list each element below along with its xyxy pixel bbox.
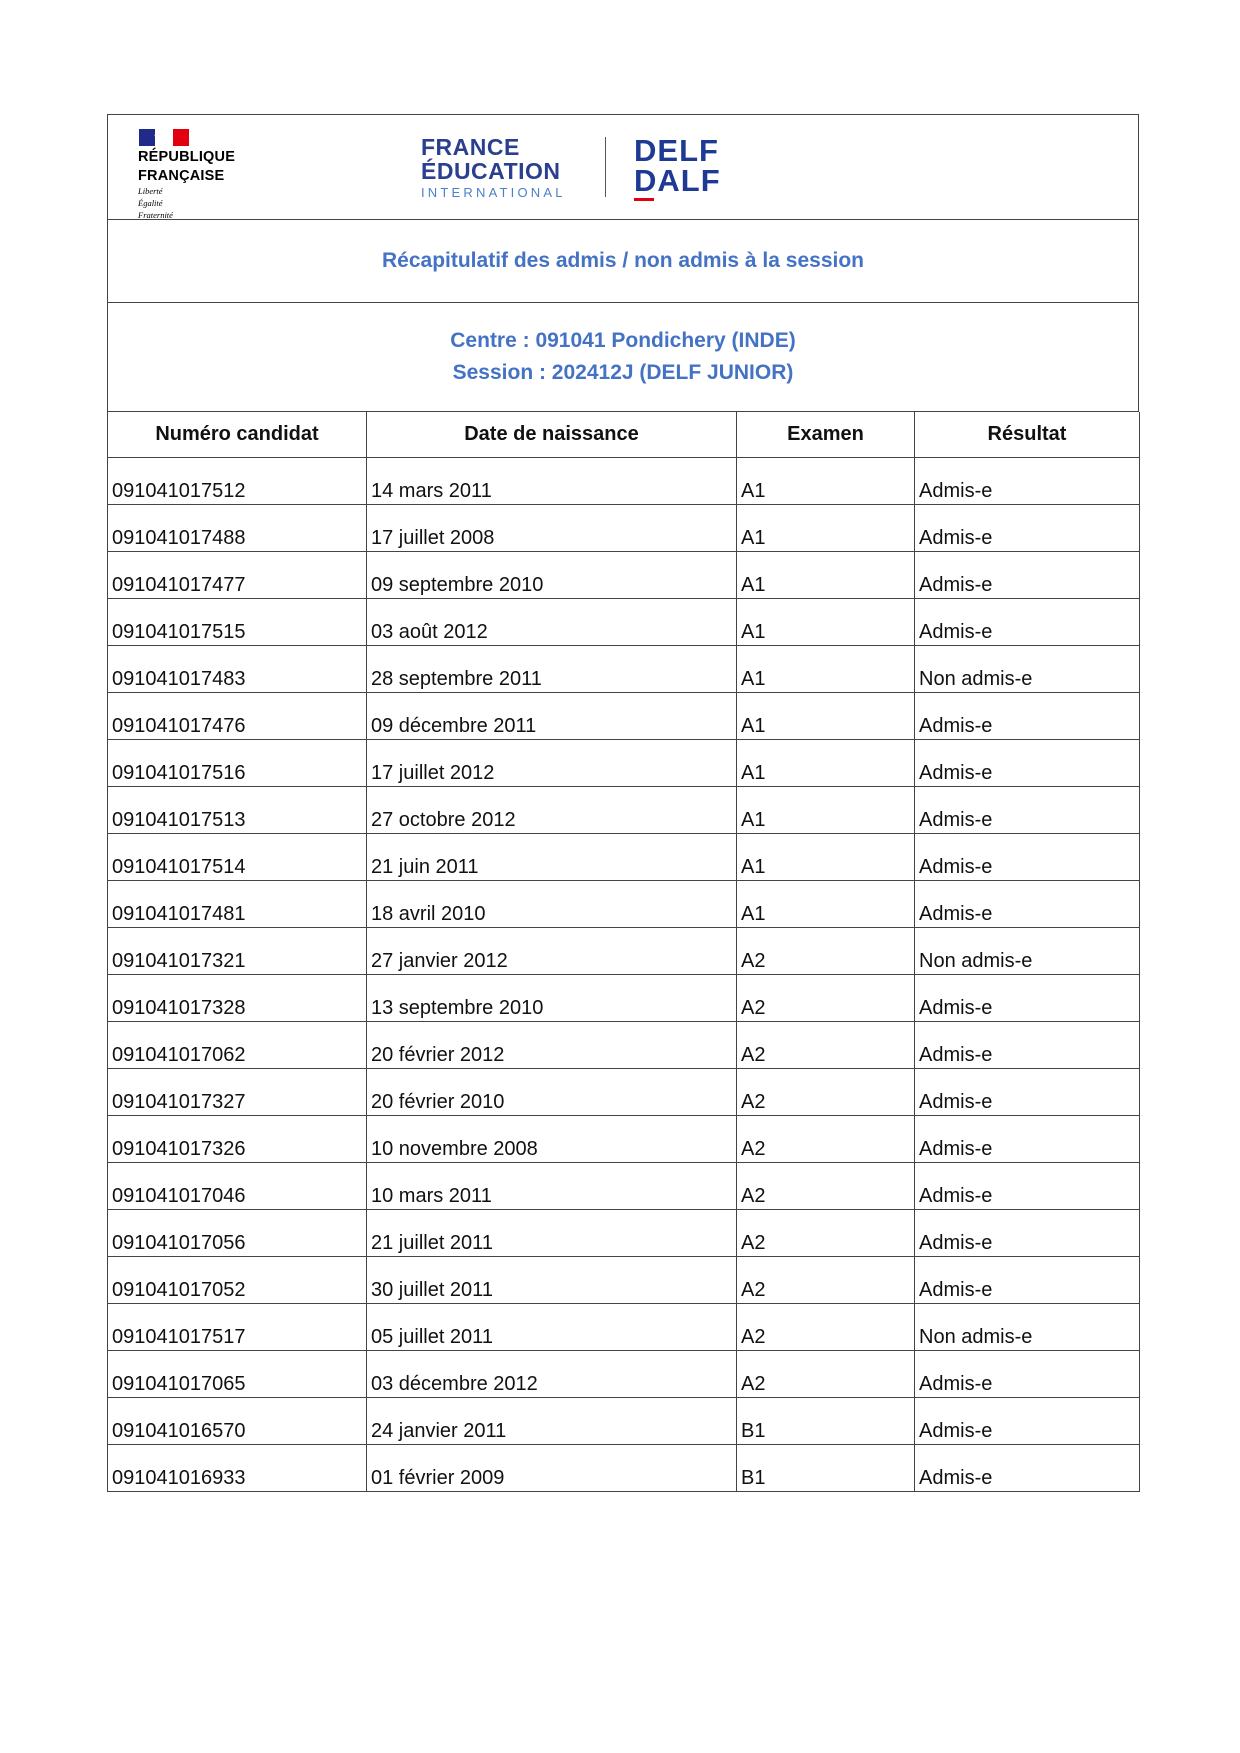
birth-date-cell: 21 juillet 2011 xyxy=(367,1210,737,1257)
page-title: Récapitulatif des admis / non admis à la session xyxy=(382,249,864,272)
result-cell: Admis-e xyxy=(915,1398,1140,1445)
table-row xyxy=(108,1210,1140,1257)
birth-date-cell: 01 février 2009 xyxy=(367,1445,737,1492)
candidate-number-cell: 091041017328 xyxy=(108,975,367,1022)
table-row xyxy=(108,928,1140,975)
result-cell: Admis-e xyxy=(915,834,1140,881)
result-cell: Admis-e xyxy=(915,787,1140,834)
table-row xyxy=(108,787,1140,834)
table-row xyxy=(108,740,1140,787)
delf-dalf-logo xyxy=(634,133,721,201)
rf-name-line1: RÉPUBLIQUE xyxy=(138,149,236,165)
title-section xyxy=(107,220,1139,303)
birth-date-cell: 14 mars 2011 xyxy=(367,458,737,505)
rf-motto-liberte: Liberté xyxy=(138,186,163,196)
exam-cell: A2 xyxy=(737,1116,915,1163)
table-row xyxy=(108,1257,1140,1304)
exam-cell: A2 xyxy=(737,975,915,1022)
exam-cell: A2 xyxy=(737,1210,915,1257)
exam-cell: A2 xyxy=(737,1022,915,1069)
france-education-international-logo xyxy=(421,135,761,201)
exam-cell: A2 xyxy=(737,1304,915,1351)
result-cell: Admis-e xyxy=(915,881,1140,928)
birth-date-cell: 03 décembre 2012 xyxy=(367,1351,737,1398)
table-row xyxy=(108,505,1140,552)
candidate-number-cell: 091041017514 xyxy=(108,834,367,881)
birth-date-cell: 17 juillet 2008 xyxy=(367,505,737,552)
birth-date-cell: 10 mars 2011 xyxy=(367,1163,737,1210)
exam-cell: A2 xyxy=(737,1163,915,1210)
table-row xyxy=(108,975,1140,1022)
candidate-number-cell: 091041017326 xyxy=(108,1116,367,1163)
result-cell: Admis-e xyxy=(915,1069,1140,1116)
table-row xyxy=(108,1445,1140,1492)
rf-name-line2: FRANÇAISE xyxy=(138,168,225,184)
exam-cell: A1 xyxy=(737,787,915,834)
result-cell: Admis-e xyxy=(915,1116,1140,1163)
exam-cell: A1 xyxy=(737,552,915,599)
candidate-number-cell: 091041017517 xyxy=(108,1304,367,1351)
birth-date-cell: 13 septembre 2010 xyxy=(367,975,737,1022)
birth-date-cell: 20 février 2012 xyxy=(367,1022,737,1069)
candidate-number-cell: 091041017481 xyxy=(108,881,367,928)
result-cell: Admis-e xyxy=(915,1257,1140,1304)
exam-cell: A1 xyxy=(737,881,915,928)
birth-date-cell: 17 juillet 2012 xyxy=(367,740,737,787)
candidate-number-cell: 091041016570 xyxy=(108,1398,367,1445)
table-row xyxy=(108,458,1140,505)
dalf-text: DALF xyxy=(634,163,721,198)
result-cell: Non admis-e xyxy=(915,928,1140,975)
candidate-number-cell: 091041017065 xyxy=(108,1351,367,1398)
exam-cell: A2 xyxy=(737,1257,915,1304)
result-cell: Admis-e xyxy=(915,975,1140,1022)
exam-cell: B1 xyxy=(737,1398,915,1445)
exam-cell: A2 xyxy=(737,1069,915,1116)
column-header-result: Résultat xyxy=(915,412,1140,458)
candidate-number-cell: 091041017052 xyxy=(108,1257,367,1304)
exam-cell: A1 xyxy=(737,693,915,740)
birth-date-cell: 30 juillet 2011 xyxy=(367,1257,737,1304)
fei-line-france: FRANCE xyxy=(421,134,520,160)
result-cell: Non admis-e xyxy=(915,646,1140,693)
result-cell: Admis-e xyxy=(915,552,1140,599)
candidate-number-cell: 091041017488 xyxy=(108,505,367,552)
birth-date-cell: 03 août 2012 xyxy=(367,599,737,646)
republique-francaise-logo xyxy=(138,129,268,220)
result-cell: Admis-e xyxy=(915,458,1140,505)
rf-motto-fraternite: Fraternité xyxy=(138,210,173,220)
fei-line-education: ÉDUCATION xyxy=(421,158,561,184)
delf-text: DELF xyxy=(634,133,719,168)
result-cell: Admis-e xyxy=(915,1445,1140,1492)
column-header-exam: Examen xyxy=(737,412,915,458)
table-row xyxy=(108,834,1140,881)
exam-cell: B1 xyxy=(737,1445,915,1492)
birth-date-cell: 09 septembre 2010 xyxy=(367,552,737,599)
birth-date-cell: 21 juin 2011 xyxy=(367,834,737,881)
birth-date-cell: 09 décembre 2011 xyxy=(367,693,737,740)
exam-cell: A1 xyxy=(737,834,915,881)
result-cell: Admis-e xyxy=(915,1351,1140,1398)
result-cell: Admis-e xyxy=(915,740,1140,787)
exam-cell: A1 xyxy=(737,458,915,505)
column-header-candidate-number: Numéro candidat xyxy=(108,412,367,458)
birth-date-cell: 24 janvier 2011 xyxy=(367,1398,737,1445)
table-row xyxy=(108,881,1140,928)
candidate-number-cell: 091041017483 xyxy=(108,646,367,693)
logo-header xyxy=(107,114,1139,220)
tricolor-flag-icon xyxy=(139,129,189,146)
table-row xyxy=(108,1163,1140,1210)
result-cell: Admis-e xyxy=(915,599,1140,646)
rf-motto-egalite: Égalité xyxy=(138,198,163,208)
candidate-number-cell: 091041017512 xyxy=(108,458,367,505)
result-cell: Admis-e xyxy=(915,1210,1140,1257)
result-cell: Admis-e xyxy=(915,693,1140,740)
session-info-section xyxy=(107,303,1139,412)
table-row xyxy=(108,1116,1140,1163)
results-document xyxy=(107,114,1139,1492)
exam-cell: A1 xyxy=(737,646,915,693)
candidate-number-cell: 091041017476 xyxy=(108,693,367,740)
candidate-number-cell: 091041016933 xyxy=(108,1445,367,1492)
exam-cell: A2 xyxy=(737,928,915,975)
results-table-body xyxy=(108,458,1140,1492)
candidate-number-cell: 091041017513 xyxy=(108,787,367,834)
table-row xyxy=(108,1022,1140,1069)
birth-date-cell: 20 février 2010 xyxy=(367,1069,737,1116)
result-cell: Admis-e xyxy=(915,505,1140,552)
session-line: Session : 202412J (DELF JUNIOR) xyxy=(452,361,794,384)
column-header-birth-date: Date de naissance xyxy=(367,412,737,458)
delf-red-underline xyxy=(634,198,654,201)
result-cell: Admis-e xyxy=(915,1163,1140,1210)
table-row xyxy=(108,646,1140,693)
birth-date-cell: 05 juillet 2011 xyxy=(367,1304,737,1351)
candidate-number-cell: 091041017477 xyxy=(108,552,367,599)
birth-date-cell: 10 novembre 2008 xyxy=(367,1116,737,1163)
birth-date-cell: 18 avril 2010 xyxy=(367,881,737,928)
candidate-number-cell: 091041017516 xyxy=(108,740,367,787)
table-row xyxy=(108,1398,1140,1445)
candidate-number-cell: 091041017515 xyxy=(108,599,367,646)
candidate-number-cell: 091041017056 xyxy=(108,1210,367,1257)
exam-cell: A1 xyxy=(737,740,915,787)
centre-line: Centre : 091041 Pondichery (INDE) xyxy=(450,329,796,352)
table-row xyxy=(108,1069,1140,1116)
logo-separator xyxy=(605,137,606,197)
candidate-number-cell: 091041017062 xyxy=(108,1022,367,1069)
table-header-row xyxy=(108,412,1140,458)
table-row xyxy=(108,1304,1140,1351)
candidate-number-cell: 091041017321 xyxy=(108,928,367,975)
exam-cell: A1 xyxy=(737,505,915,552)
candidate-number-cell: 091041017046 xyxy=(108,1163,367,1210)
table-row xyxy=(108,1351,1140,1398)
birth-date-cell: 27 janvier 2012 xyxy=(367,928,737,975)
table-row xyxy=(108,599,1140,646)
exam-cell: A1 xyxy=(737,599,915,646)
exam-cell: A2 xyxy=(737,1351,915,1398)
table-row xyxy=(108,693,1140,740)
candidate-number-cell: 091041017327 xyxy=(108,1069,367,1116)
fei-line-international: INTERNATIONAL xyxy=(421,185,566,200)
results-table xyxy=(107,412,1140,1492)
table-row xyxy=(108,552,1140,599)
result-cell: Non admis-e xyxy=(915,1304,1140,1351)
birth-date-cell: 28 septembre 2011 xyxy=(367,646,737,693)
result-cell: Admis-e xyxy=(915,1022,1140,1069)
marianne-profile-icon xyxy=(149,129,171,146)
birth-date-cell: 27 octobre 2012 xyxy=(367,787,737,834)
